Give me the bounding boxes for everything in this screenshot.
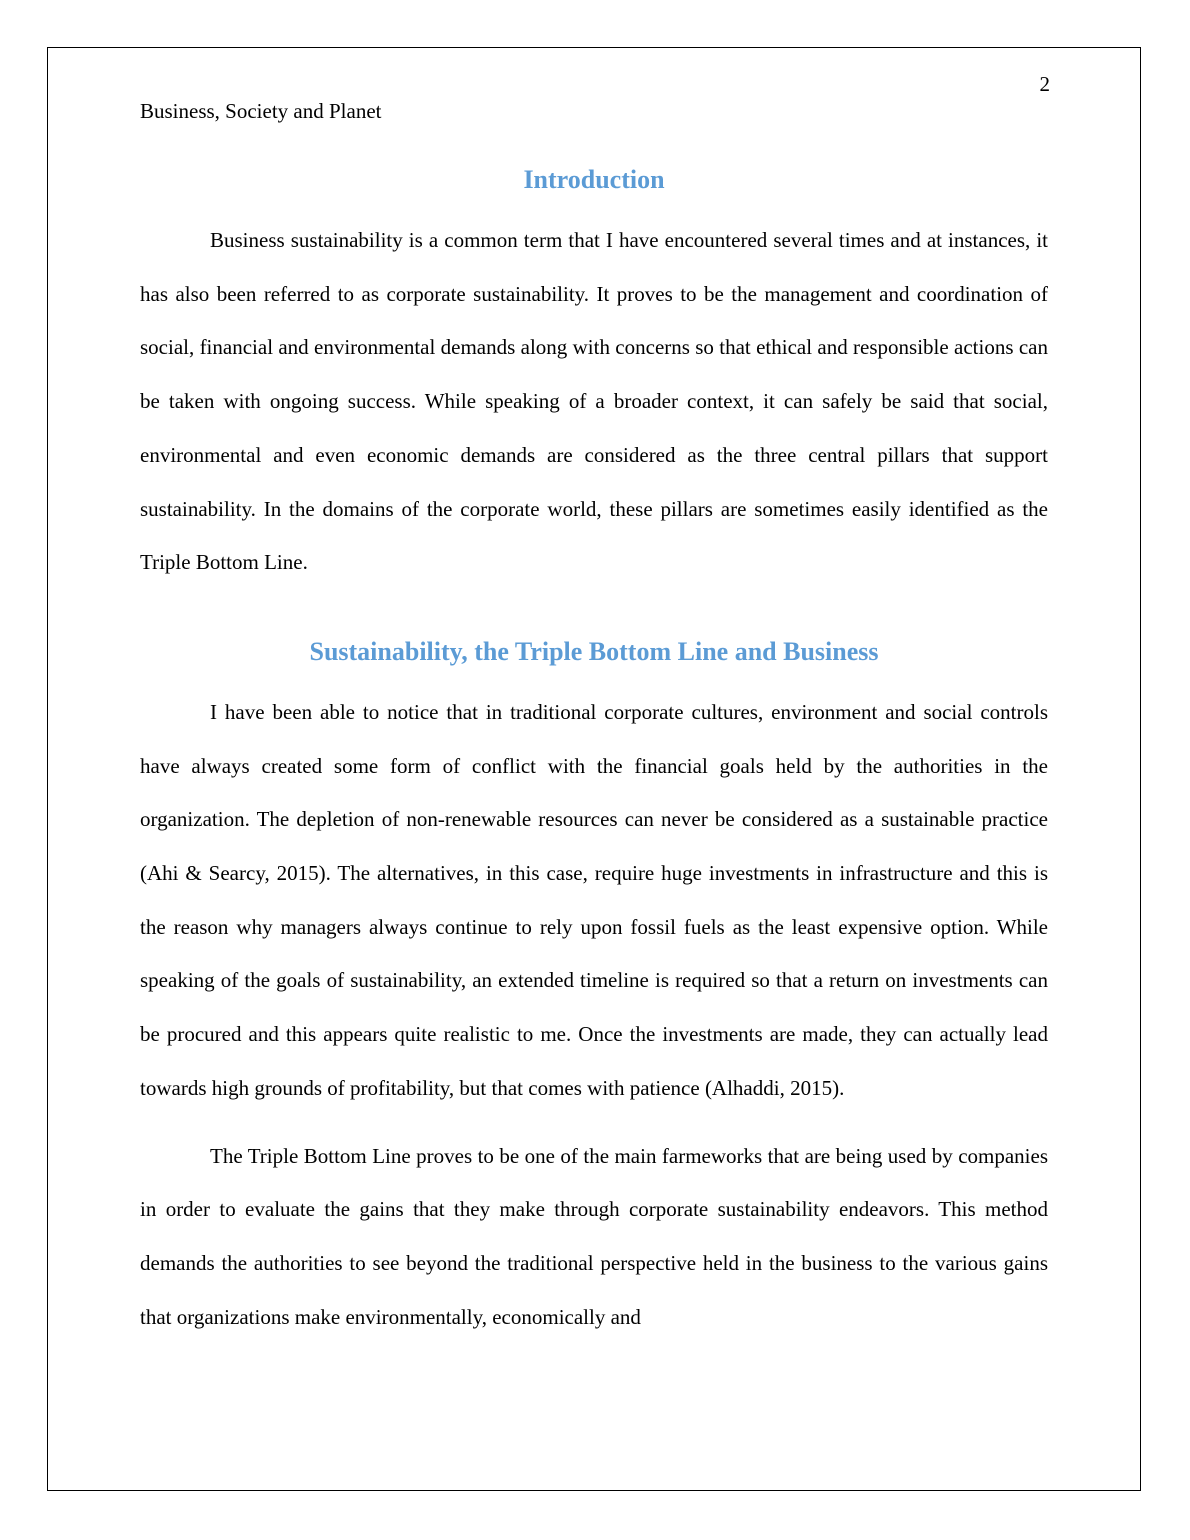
section-heading-sustainability-tbl: Sustainability, the Triple Bottom Line and Business (309, 636, 879, 666)
paragraph-triple-bottom-line: The Triple Bottom Line proves to be one of the main farmeworks that are being used by companies in order to evaluate the gains that they make through corporate sustainability endeavors. This method demands the authorities to see beyond the traditional perspective held in the business to the various gains that organizations make environmentally, economically and (140, 1143, 1048, 1329)
section-heading-introduction: Introduction (523, 165, 665, 194)
paragraph-introduction: Business sustainability is a common term that I have encountered several times and at instances, it has also been referred to as corporate sustainability. It proves to be the management and coordination of social, financial and environmental demands along with concerns so that ethical and responsible actions can be taken with ongoing success. While speaking of a broader context, it can safely be said that social, environmental and even economic demands are considered as the three central pillars that support sustainability. In the domains of the corporate world, these pillars are sometimes easily identified as the Triple Bottom Line. (140, 228, 1048, 575)
paragraph-traditional-cultures: I have been able to notice that in traditional corporate cultures, environment and social controls have always created some form of conflict with the financial goals held by the authorities in the organization. The depletion of non-renewable resources can never be considered as a sustainable practice (Ahi & Searcy, 2015). The alternatives, in this case, require huge investments in infrastructure and this is the reason why managers always continue to rely upon fossil fuels as the least expensive option. While speaking of the goals of sustainability, an extended timeline is required so that a return on investments can be procured and this appears quite realistic to me. Once the investments are made, they can actually lead towards high grounds of profitability, but that comes with patience (Alhaddi, 2015). (140, 699, 1048, 1100)
page-number: 2 (1039, 72, 1050, 96)
document-body (140, 158, 1048, 1344)
running-head: Business, Society and Planet (140, 99, 382, 123)
